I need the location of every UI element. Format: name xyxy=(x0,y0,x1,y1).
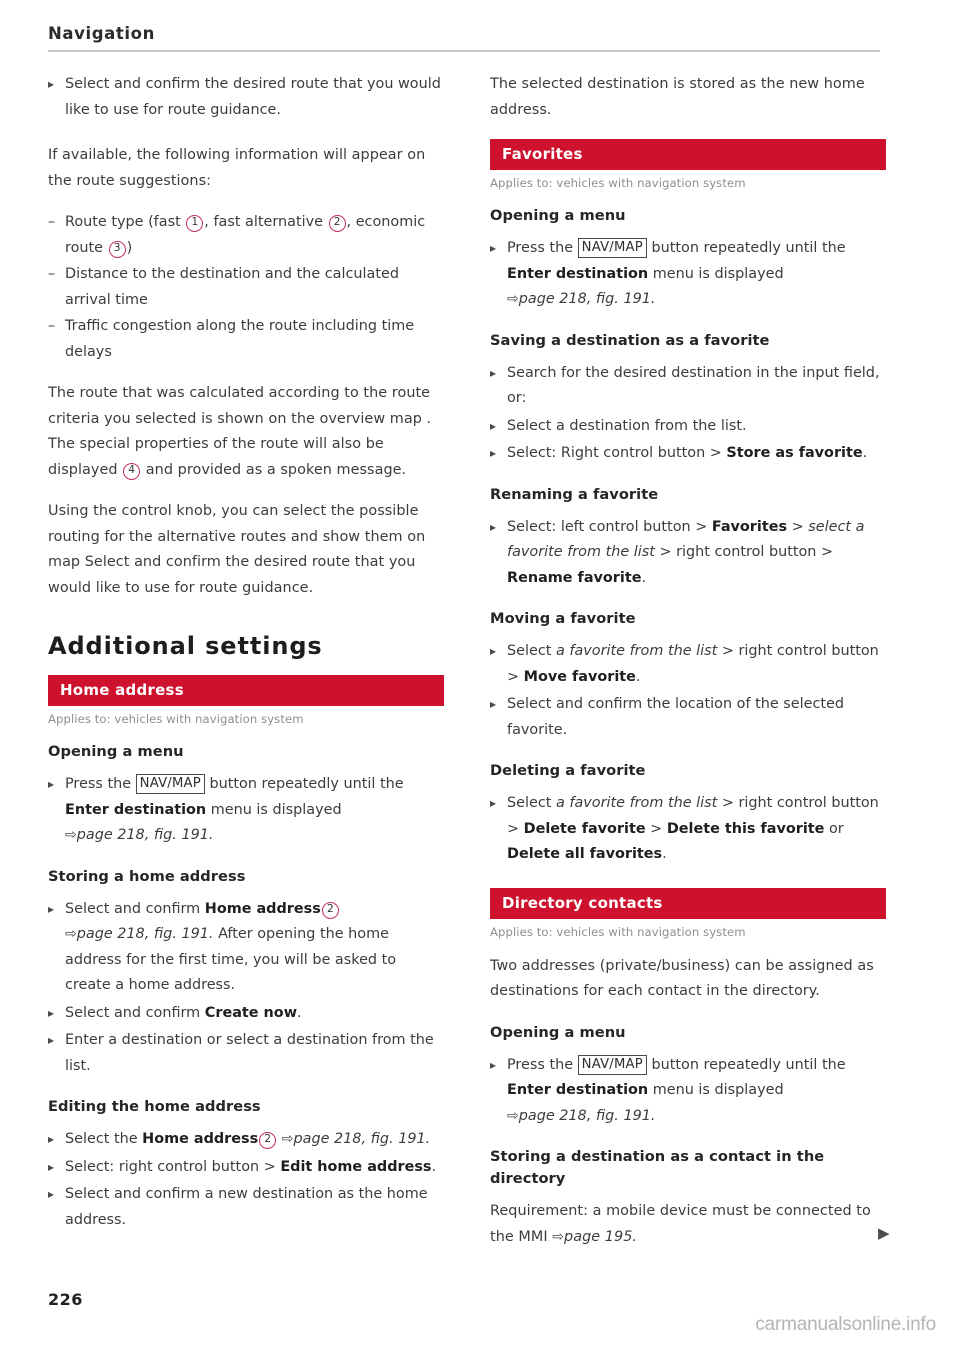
page-ref-arrow-icon: ⇨ xyxy=(507,1107,519,1124)
callout-2-icon: 2 xyxy=(322,902,339,919)
page-reference[interactable]: page 195. xyxy=(564,1228,638,1245)
para-requirement xyxy=(490,1199,886,1250)
bullet-text-pre: Select: left control button > xyxy=(507,518,712,535)
dash-text-post: ) xyxy=(126,239,133,256)
dash-text-pre: Route type (fast xyxy=(65,214,186,230)
bullet-text-post: After opening the home address for the first time, you will be asked to create a home address. xyxy=(65,926,397,993)
subheading-opening-a-menu: Opening a menu xyxy=(490,207,626,224)
placeholder-select-favorite: a favorite from the list xyxy=(555,643,718,659)
bullet-select-home-address-edit xyxy=(48,1127,444,1153)
callout-2-icon: 2 xyxy=(259,1132,276,1149)
para-route-calculated xyxy=(48,381,444,483)
subheading-renaming-favorite: Renaming a favorite xyxy=(490,485,659,503)
bullet-text-tail: menu is displayed xyxy=(206,801,342,818)
callout-1-icon: 1 xyxy=(186,215,203,232)
menu-name-edit-home-address: Edit home address xyxy=(280,1158,432,1175)
right-column xyxy=(490,72,886,1250)
menu-name-enter-destination: Enter destination xyxy=(507,1082,649,1098)
bullet-text-tail: menu is displayed xyxy=(648,1082,784,1098)
bullet-text-pre: Press the xyxy=(507,240,578,256)
menu-name-enter-destination: Enter destination xyxy=(65,801,207,818)
bullet-text-pre: Select xyxy=(507,795,556,811)
page-ref-arrow-icon: ⇨ xyxy=(65,827,77,843)
path-sep: > right control button > xyxy=(654,544,834,560)
menu-name-home-address: Home address xyxy=(204,900,321,917)
bullet-press-nav-map xyxy=(48,772,444,849)
para-text-pre: Requirement: a mobile device must be connected to the MMI xyxy=(490,1203,871,1245)
menu-name-home-address: Home address xyxy=(142,1131,259,1147)
page-ref-arrow-icon: ⇨ xyxy=(552,1228,565,1245)
two-column-body xyxy=(48,72,886,1250)
path-sep: > right control button > xyxy=(507,643,879,685)
para-if-available: If available, the following information will appear on the route suggestions: xyxy=(48,147,426,189)
dash-traffic xyxy=(48,314,444,365)
para-destination-stored: The selected destination is stored as the new home address. xyxy=(490,76,865,118)
bullet-select-from-list xyxy=(490,414,886,440)
subheading-deleting-favorite: Deleting a favorite xyxy=(490,762,646,779)
callout-4-icon: 4 xyxy=(123,463,140,480)
menu-name-delete-this-favorite: Delete this favorite xyxy=(666,820,825,837)
page-reference[interactable]: page 218, fig. 191. xyxy=(518,291,656,307)
page-reference[interactable]: page 218, fig. 191. xyxy=(293,1131,431,1147)
bullet-text-post: . xyxy=(662,846,667,862)
continuation-arrow-icon: ▶ xyxy=(878,1224,890,1242)
para-control-knob: Using the control knob, you can select the possible routing for the alternative routes and show them on map Select and confirm the desired route that you would like to use for route guidance. xyxy=(48,503,426,596)
section-heading-additional-settings: Additional settings xyxy=(48,632,323,660)
bullet-text-post: . xyxy=(641,569,647,586)
para-text-post: and provided as a spoken message. xyxy=(141,461,407,478)
header-divider xyxy=(48,50,880,52)
bullet-text-pre: Select the xyxy=(65,1131,143,1147)
menu-name-create-now: Create now xyxy=(204,1004,297,1021)
dash-text-mid2: , economic route xyxy=(65,214,426,256)
dash-route-type xyxy=(48,210,444,261)
dash-distance xyxy=(48,262,444,313)
nav-map-key[interactable]: NAV/MAP xyxy=(578,238,647,258)
bullet-text-pre: Select: right control button > xyxy=(65,1158,281,1175)
page-reference[interactable]: page 218, fig. 191. xyxy=(76,926,214,942)
bullet-text: Select and confirm the location of the selected favorite. xyxy=(507,696,845,738)
bullet-text-tail: menu is displayed xyxy=(648,265,784,282)
bullet-text: Enter a destination or select a destination from the list. xyxy=(65,1032,434,1074)
page-reference[interactable]: page 218, fig. 191. xyxy=(518,1107,656,1124)
bullet-press-nav-map xyxy=(490,1053,886,1130)
bullet-move-favorite-path xyxy=(490,639,886,690)
bullet-edit-home-address-path xyxy=(48,1155,444,1181)
page-ref-arrow-icon: ⇨ xyxy=(507,291,519,307)
bullet-search-destination xyxy=(490,361,886,412)
page-ref-arrow-icon: ⇨ xyxy=(65,926,77,942)
menu-name-store-as-favorite: Store as favorite xyxy=(726,445,863,461)
bullet-create-now xyxy=(48,1001,444,1027)
menu-name-move-favorite: Move favorite xyxy=(523,668,636,685)
bullet-delete-favorite-path xyxy=(490,791,886,868)
bullet-text: Select and confirm the desired route that you would like to use for route guidance. xyxy=(65,76,441,118)
bullet-text-post: . xyxy=(635,668,641,685)
nav-map-key[interactable]: NAV/MAP xyxy=(136,774,205,794)
nav-map-key[interactable]: NAV/MAP xyxy=(578,1055,647,1075)
subheading-storing-home-address: Storing a home address xyxy=(48,867,246,885)
bullet-text-post: . xyxy=(297,1004,302,1021)
bullet-text-pre: Select xyxy=(507,643,556,659)
bullet-rename-favorite-path xyxy=(490,515,886,592)
watermark: carmanualsonline.info xyxy=(755,1314,936,1335)
placeholder-select-favorite: a favorite from the list xyxy=(555,795,718,811)
subheading-moving-favorite: Moving a favorite xyxy=(490,610,636,627)
bullet-confirm-favorite-location xyxy=(490,692,886,743)
page-header xyxy=(48,24,880,52)
bullet-text: Select and confirm a new destination as the home address. xyxy=(65,1186,428,1228)
bullet-text: Search for the desired destination in the input field, or: xyxy=(507,364,880,406)
dash-text: Traffic congestion along the route including time delays xyxy=(65,318,415,360)
applies-to-home-address: Applies to: vehicles with navigation system xyxy=(48,712,304,726)
bullet-text: Select a destination from the list. xyxy=(507,417,747,434)
subheading-opening-a-menu: Opening a menu xyxy=(490,1023,626,1041)
menu-name-delete-all-favorites: Delete all favorites xyxy=(507,846,663,862)
bullet-text-pre: Select: Right control button > xyxy=(507,445,727,461)
path-sep: > xyxy=(787,518,809,535)
subheading-editing-home-address: Editing the home address xyxy=(48,1098,261,1115)
path-sep: > xyxy=(645,820,667,837)
applies-to-directory-contacts: Applies to: vehicles with navigation system xyxy=(490,924,746,939)
bullet-select-home-address xyxy=(48,897,444,999)
left-column xyxy=(48,72,444,1250)
page-number: 226 xyxy=(48,1290,83,1309)
bullet-text-post: button repeatedly until the xyxy=(646,240,846,256)
bullet-text-post: . xyxy=(862,445,868,461)
menu-name-favorites: Favorites xyxy=(711,518,788,535)
bullet-text-pre: Press the xyxy=(507,1056,578,1073)
bullet-enter-destination xyxy=(48,1028,444,1079)
bullet-text-post: button repeatedly until the xyxy=(646,1056,846,1073)
menu-name-delete-favorite: Delete favorite xyxy=(523,820,646,837)
para-two-addresses: Two addresses (private/business) can be assigned as destinations for each contact in the directory. xyxy=(490,957,874,999)
conjunction-or: or xyxy=(824,820,844,837)
bullet-text-post: button repeatedly until the xyxy=(204,776,404,792)
callout-3-icon: 3 xyxy=(109,241,126,258)
bullet-text-pre: Select and confirm xyxy=(65,900,205,917)
subheading-opening-a-menu: Opening a menu xyxy=(48,743,184,760)
para-text-pre: The route that was calculated according to the route criteria you selected is shown on the overview map . The special properties of the route will also be displayed xyxy=(48,385,432,478)
placeholder-select-favorite: select a favorite from the list xyxy=(507,518,865,560)
page-reference[interactable]: page 218, fig. 191. xyxy=(76,827,214,843)
banner-favorites: Favorites xyxy=(490,139,886,170)
bullet-select-new-destination xyxy=(48,1182,444,1233)
bullet-text-post: . xyxy=(431,1158,437,1175)
page-title: Navigation xyxy=(48,24,155,43)
dash-text-mid1: , fast alternative xyxy=(204,214,328,230)
banner-home-address: Home address xyxy=(48,675,444,706)
callout-2-icon: 2 xyxy=(329,215,346,232)
banner-directory-contacts: Directory contacts xyxy=(490,888,886,919)
bullet-text-pre: Press the xyxy=(65,776,136,792)
menu-name-rename-favorite: Rename favorite xyxy=(507,569,642,586)
subheading-storing-destination-contact: Storing a destination as a contact in the directory xyxy=(490,1148,825,1187)
bullet-text-pre: Select and confirm xyxy=(65,1004,205,1021)
subheading-saving-destination-favorite: Saving a destination as a favorite xyxy=(490,331,770,349)
dash-text: Distance to the destination and the calculated arrival time xyxy=(65,266,399,308)
bullet-press-nav-map xyxy=(490,236,886,313)
page-ref-arrow-icon: ⇨ xyxy=(281,1131,294,1147)
path-sep: > right control button > xyxy=(507,795,879,837)
menu-name-enter-destination: Enter destination xyxy=(507,265,649,282)
applies-to-favorites: Applies to: vehicles with navigation system xyxy=(490,176,746,190)
bullet-store-as-favorite xyxy=(490,441,886,467)
bullet-select-route xyxy=(48,72,444,123)
